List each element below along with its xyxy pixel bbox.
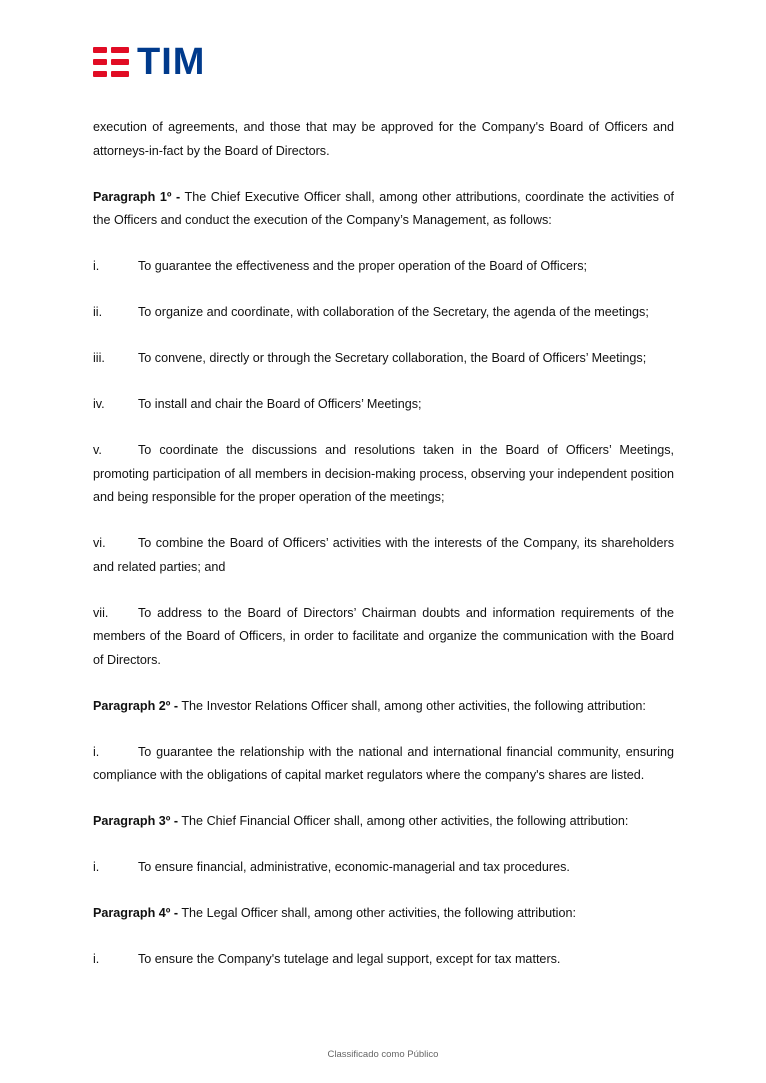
list-item-number: iv. xyxy=(93,397,105,411)
list-item-text: To ensure financial, administrative, economic-managerial and tax procedures. xyxy=(138,860,570,874)
list-item xyxy=(93,439,674,510)
list-item xyxy=(93,393,674,417)
paragraph-3 xyxy=(93,810,674,834)
list-item-text: To ensure the Company's tutelage and legal support, except for tax matters. xyxy=(138,952,561,966)
paragraph-2 xyxy=(93,695,674,719)
paragraph-1-text: The Chief Executive Officer shall, among other attributions, coordinate the activities of the Officers and conduct the execution of the Company’s Management, as follows: xyxy=(93,189,674,227)
list-item-text: To organize and coordinate, with collaboration of the Secretary, the agenda of the meetings; xyxy=(138,305,649,319)
paragraph-2-text: The Investor Relations Officer shall, among other activities, the following attribution: xyxy=(178,698,646,713)
list-item-number: ii. xyxy=(93,305,103,319)
paragraph-3-label: Paragraph 3º - xyxy=(93,814,179,828)
paragraph-4 xyxy=(93,902,674,926)
list-item xyxy=(93,347,674,371)
list-item-number: i. xyxy=(93,860,100,874)
list-item-text: To guarantee the relationship with the national and international financial community, ensuring compliance with the obligations of capital market regulators where the company's shares are listed. xyxy=(93,744,674,782)
tim-logo-mark-icon xyxy=(93,45,131,79)
list-item-text: To convene, directly or through the Secretary collaboration, the Board of Officers’ Meetings; xyxy=(138,351,647,365)
list-item-text: To address to the Board of Directors’ Chairman doubts and information requirements of the members of the Board of Officers, in order to facilitate and organize the communication with the Board of Directors. xyxy=(93,605,674,667)
list-item-number: iii. xyxy=(93,351,105,365)
list-item xyxy=(93,532,674,579)
list-item-number: vi. xyxy=(93,536,106,550)
list-item-number: i. xyxy=(93,259,100,273)
paragraph-1-label: Paragraph 1º - xyxy=(93,189,181,204)
list-item xyxy=(93,948,674,972)
list-item xyxy=(93,602,674,673)
list-item-text: To guarantee the effectiveness and the proper operation of the Board of Officers; xyxy=(138,259,588,273)
logo-text: TIM xyxy=(137,41,206,83)
list-item xyxy=(93,856,674,880)
list-item xyxy=(93,255,674,279)
document-body xyxy=(93,116,674,994)
list-item-text: To install and chair the Board of Officers’ Meetings; xyxy=(138,397,422,411)
paragraph-2-label: Paragraph 2º - xyxy=(93,698,179,713)
classification-footer: Classificado como Público xyxy=(327,1049,439,1060)
paragraph-4-label: Paragraph 4º - xyxy=(93,906,179,920)
list-item-number: i. xyxy=(93,952,100,966)
intro-paragraph: execution of agreements, and those that may be approved for the Company's Board of Officers and attorneys-in-fact by the Board of Directors. xyxy=(93,120,674,158)
paragraph-1 xyxy=(93,186,674,233)
paragraph-4-text: The Legal Officer shall, among other activities, the following attribution: xyxy=(178,906,576,920)
list-item-number: vii. xyxy=(93,605,109,620)
list-item xyxy=(93,741,674,788)
list-item xyxy=(93,301,674,325)
list-item-text: To coordinate the discussions and resolutions taken in the Board of Officers’ Meetings, promoting participation of all members in decision-making process, observing your independent position and being responsible for the proper operation of the meetings; xyxy=(93,443,674,504)
list-item-text: To combine the Board of Officers’ activities with the interests of the Company, its shareholders and related parties; and xyxy=(93,536,674,574)
tim-logo xyxy=(93,41,206,83)
list-item-number: i. xyxy=(93,744,100,759)
paragraph-3-text: The Chief Financial Officer shall, among other activities, the following attribution: xyxy=(178,814,629,828)
list-item-number: v. xyxy=(93,443,102,457)
